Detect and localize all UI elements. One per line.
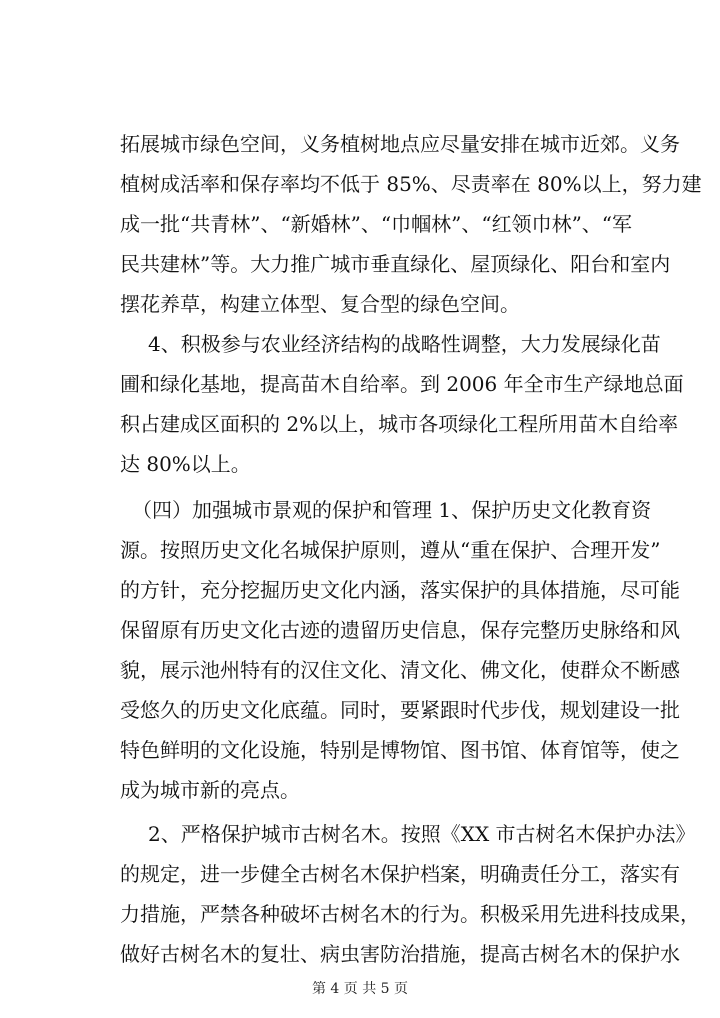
text-line: 拓展城市绿色空间，义务植树地点应尽量安排在城市近郊。义务: [120, 132, 680, 156]
text-line: 民共建林”等。大力推广城市垂直绿化、屋顶绿化、阳台和室内: [120, 252, 671, 276]
text-line: 做好古树名木的复壮、病虫害防治措施，提高古树名木的保护水: [120, 942, 680, 966]
text-line: 植树成活率和保存率均不低于 85%、尽责率在 80%以上，努力建: [120, 172, 702, 196]
text-line: 的方针，充分挖掘历史文化内涵，落实保护的具体措施，尽可能: [120, 578, 680, 602]
text-line: 达 80%以上。: [120, 452, 251, 476]
text-line: 积占建成区面积的 2%以上，城市各项绿化工程所用苗木自给率: [120, 412, 679, 436]
page-indicator: 第 4 页 共 5 页: [311, 981, 409, 997]
text-line: 特色鲜明的文化设施，特别是博物馆、图书馆、体育馆等，使之: [120, 738, 680, 762]
text-line: 成一批“共青林”、“新婚林”、“巾帼林”、“红领巾林”、“军: [120, 212, 633, 236]
text-line: 力措施，严禁各种破坏古树名木的行为。积极采用先进科技成果，: [120, 902, 700, 926]
text-line: 成为城市新的亮点。: [120, 778, 300, 802]
text-line: （四）加强城市景观的保护和管理 1、保护历史文化教育资: [132, 498, 652, 522]
text-line: 保留原有历史文化古迹的遗留历史信息，保存完整历史脉络和风: [120, 618, 680, 642]
text-line: 2、严格保护城市古树名木。按照《XX 市古树名木保护办法》: [148, 822, 696, 846]
text-line: 4、积极参与农业经济结构的战略性调整，大力发展绿化苗: [148, 332, 661, 356]
text-line: 受悠久的历史文化底蕴。同时，要紧跟时代步伐，规划建设一批: [120, 698, 680, 722]
text-line: 貌，展示池州特有的汉住文化、清文化、佛文化，使群众不断感: [120, 658, 680, 682]
text-line: 圃和绿化基地，提高苗木自给率。到 2006 年全市生产绿地总面: [120, 372, 684, 396]
text-line: 摆花养草，构建立体型、复合型的绿色空间。: [120, 292, 520, 316]
text-line: 的规定，进一步健全古树名木保护档案，明确责任分工，落实有: [120, 862, 680, 886]
text-line: 源。按照历史文化名城保护原则，遵从“重在保护、合理开发”: [120, 538, 661, 562]
